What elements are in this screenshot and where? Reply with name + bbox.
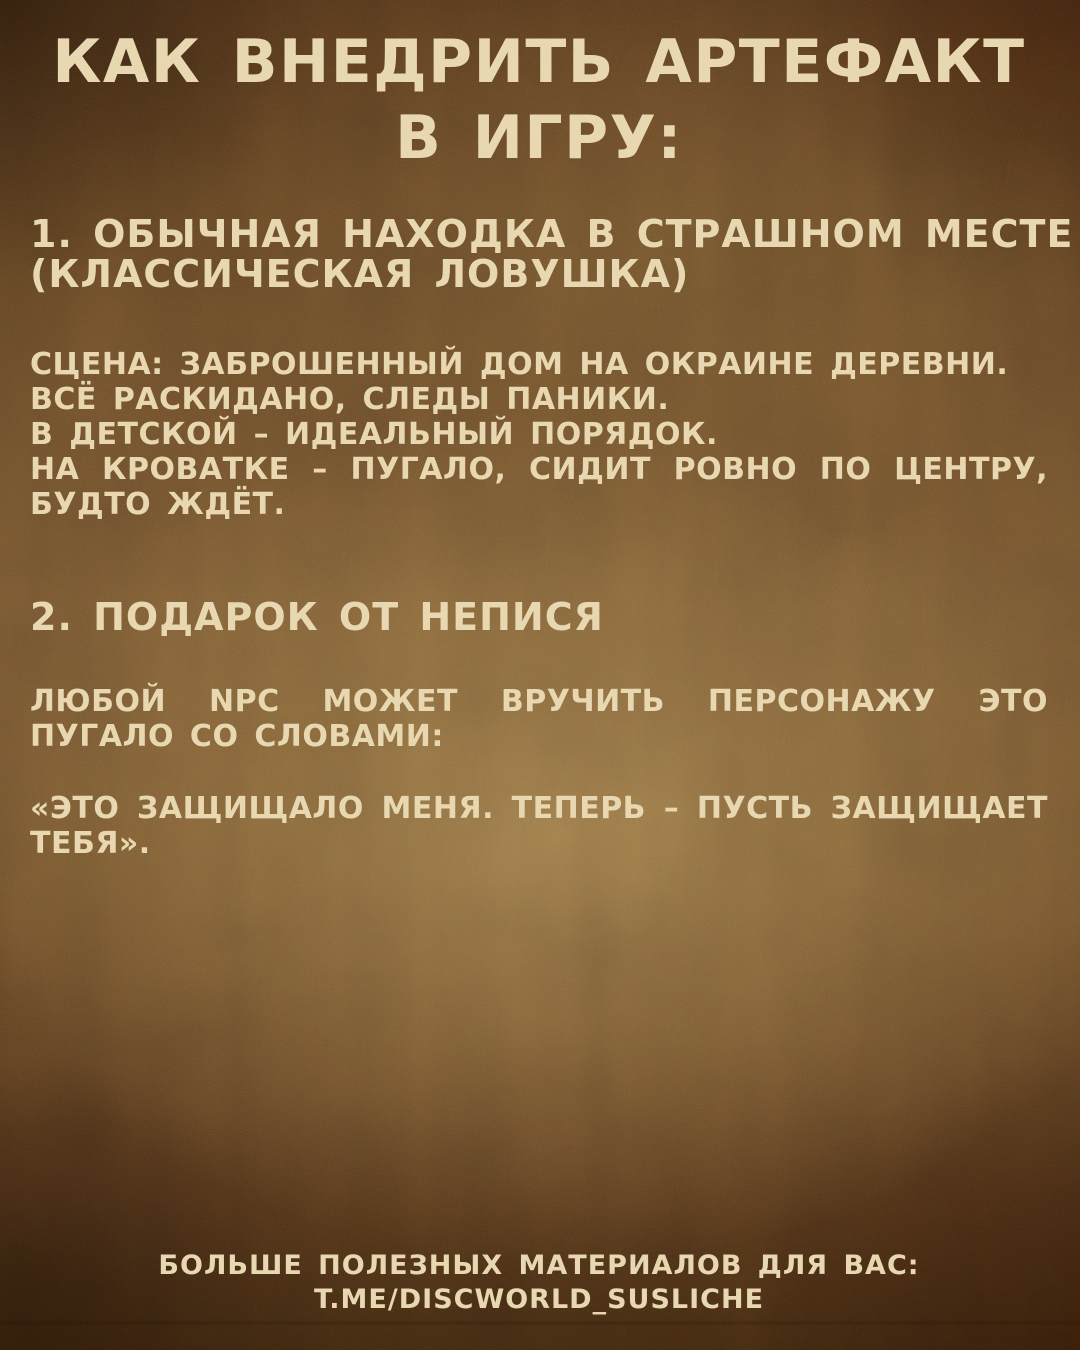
section2-heading-line: 2. ПОДАРОК ОТ НЕПИСЯ: [30, 595, 604, 639]
section1-body-line-3: В ДЕТСКОЙ – ИДЕАЛЬНЫЙ ПОРЯДОК.: [30, 417, 718, 452]
section2-body-line-2: ПУГАЛО СО СЛОВАМИ:: [30, 719, 444, 754]
section1-heading: [30, 212, 1074, 296]
section1-heading-line-2: (КЛАССИЧЕСКАЯ ЛОВУШКА): [30, 252, 690, 296]
title-line-1: КАК ВНЕДРИТЬ АРТЕФАКТ: [52, 27, 1026, 97]
section1-body: [30, 347, 1048, 522]
section2-quote: [30, 791, 1048, 861]
section2-heading: [30, 597, 1048, 637]
section1-body-line-2: ВСЁ РАСКИДАНО, СЛЕДЫ ПАНИКИ.: [30, 382, 670, 417]
title-line-2: В ИГРУ:: [395, 103, 683, 173]
footer-text-line: БОЛЬШЕ ПОЛЕЗНЫХ МАТЕРИАЛОВ ДЛЯ ВАС:: [158, 1250, 920, 1281]
section2-quote-line-2: ТЕБЯ».: [30, 826, 151, 861]
section1-body-line-1: СЦЕНА: ЗАБРОШЕННЫЙ ДОМ НА ОКРАИНЕ ДЕРЕВНИ.: [30, 347, 1009, 382]
section1-body-line-5: БУДТО ЖДЁТ.: [30, 487, 286, 522]
footer: [30, 1249, 1048, 1317]
section2-body-line-1: ЛЮБОЙ NPC МОЖЕТ ВРУЧИТЬ ПЕРСОНАЖУ ЭТО: [30, 684, 1048, 719]
page-title: [30, 24, 1048, 176]
footer-telegram-link: T.ME/DISCWORLD_SUSLICHE: [313, 1284, 765, 1315]
section2-quote-line-1: «ЭТО ЗАЩИЩАЛО МЕНЯ. ТЕПЕРЬ – ПУСТЬ ЗАЩИЩАЕТ: [30, 791, 1048, 826]
section1-heading-line-1: 1. ОБЫЧНАЯ НАХОДКА В СТРАШНОМ МЕСТЕ: [30, 212, 1074, 256]
section2-body: [30, 684, 1048, 754]
section1-body-line-4: НА КРОВАТКЕ – ПУГАЛО, СИДИТ РОВНО ПО ЦЕНТРУ,: [30, 452, 1048, 487]
